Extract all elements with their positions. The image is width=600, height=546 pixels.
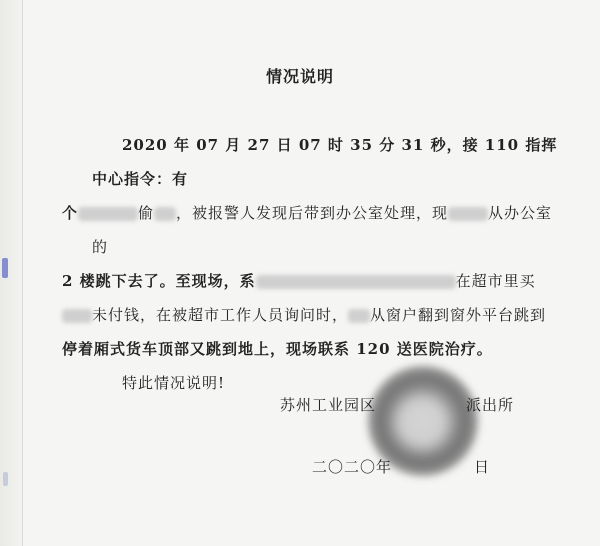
redacted-goods <box>62 309 92 323</box>
org-suffix: 派出所 <box>466 396 515 414</box>
paragraph-closing: 特此情况说明! <box>122 374 226 392</box>
redacted-name-2 <box>448 207 488 221</box>
document-body <box>62 128 562 400</box>
line-4-start: 未付钱，在被超市工作人员询问时， <box>92 306 349 324</box>
date-prefix: 二〇二〇年 <box>312 458 393 476</box>
redacted-person-info <box>256 275 456 289</box>
document-title: 情况说明 <box>265 67 334 86</box>
signature-date <box>312 456 512 477</box>
edge-mark <box>2 258 8 278</box>
line-1: 2020 年 07 月 27 日 07 时 35 分 31 秒，接 110 指挥中心指令：有 <box>92 136 558 188</box>
signature-organization <box>280 394 540 415</box>
date-suffix: 日 <box>474 458 491 476</box>
edge-mark-lower <box>3 472 8 486</box>
line-4-end: 从窗户翻到窗外平台跳到 <box>370 306 547 324</box>
org-prefix: 苏州工业园区 <box>280 396 377 414</box>
line-2-verb: 偷 <box>138 204 155 222</box>
line-5: 停着厢式货车顶部又跳到地上，现场联系 120 送医院治疗。 <box>62 340 493 358</box>
redacted-name <box>78 207 138 221</box>
redacted-item <box>154 207 176 221</box>
paragraph-incident <box>62 128 562 366</box>
redacted-name-3 <box>348 309 370 323</box>
line-2-end: 从办公室的 <box>92 204 553 256</box>
line-3-start: 2 楼跳下去了。至现场，系 <box>62 272 256 290</box>
line-2-start: 个 <box>62 204 79 222</box>
line-3-end: 在超市里买 <box>455 272 536 290</box>
line-2-middle: ，被报警人发现后带到办公室处理，现 <box>176 204 449 222</box>
